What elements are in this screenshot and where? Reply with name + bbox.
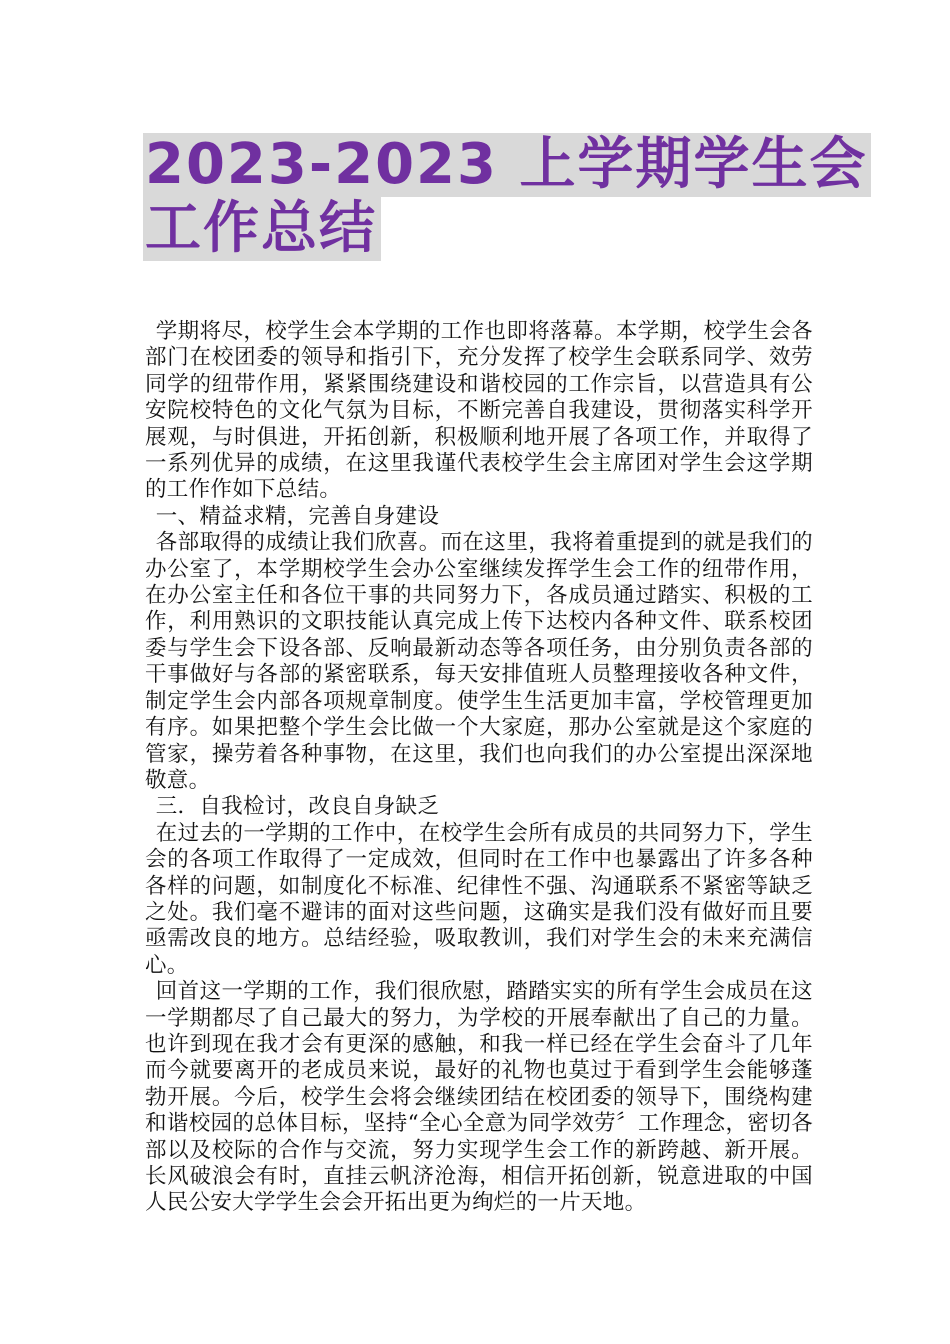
- intro-paragraph: 学期将尽，校学生会本学期的工作也即将落幕。本学期，校学生会各部门在校团委的领导和指引下，充分发挥了校学生会联系同学、效劳同学的纽带作用，紧紧围绕建设和谐校园的工作宗旨，以营造具有公安院校特色的文化气氛为目标，不断完善自我建设，贯彻落实科学开展观，与时俱进，开拓创新，积极顺利地开展了各项工作，并取得了一系列优异的成绩，在这里我谨代表校学生会主席团对学生会这学期的工作作如下总结。: [145, 319, 813, 503]
- closing-paragraph: 回首这一学期的工作，我们很欣慰，踏踏实实的所有学生会成员在这一学期都尽了自己最大的努力，为学校的开展奉献出了自己的力量。也许到现在我才会有更深的感触，和我一样已经在学生会奋斗了几年而今就要离开的老成员来说，最好的礼物也莫过于看到学生会能够蓬勃开展。今后，校学生会将会继续团结在校团委的领导下，围绕构建和谐校园的总体目标，坚持“全心全意为同学效劳〞工作理念，密切各部以及校际的合作与交流，努力实现学生会工作的新跨越、新开展。长风破浪会有时，直挂云帆济沧海，相信开拓创新，锐意进取的中国人民公安大学学生会会开拓出更为绚烂的一片天地。: [145, 979, 813, 1216]
- document-body: [145, 319, 813, 1217]
- section-heading-3: 三．自我检讨，改良自身缺乏: [155, 794, 440, 820]
- title-line-1: 2023-2023 上学期学生会: [143, 133, 871, 197]
- title-line-2: 工作总结: [143, 197, 381, 261]
- office-paragraph: 各部取得的成绩让我们欣喜。而在这里，我将着重提到的就是我们的办公室了，本学期校学生会办公室继续发挥学生会工作的纽带作用，在办公室主任和各位干事的共同努力下，各成员通过踏实、积极的工作，利用熟识的文职技能认真完成上传下达校内各种文件、联系校团委与学生会下设各部、反响最新动态等各项任务，由分别负责各部的干事做好与各部的紧密联系，每天安排值班人员整理接收各种文件，制定学生会内部各项规章制度。使学生生活更加丰富，学校管理更加有序。如果把整个学生会比做一个大家庭，那办公室就是这个家庭的管家，操劳着各种事物，在这里，我们也向我们的办公室提出深深地敬意。: [145, 530, 813, 793]
- document-title: [143, 132, 868, 261]
- self-review-paragraph: 在过去的一学期的工作中，在校学生会所有成员的共同努力下，学生会的各项工作取得了一定成效，但同时在工作中也暴露出了许多各种各样的问题，如制度化不标准、纪律性不强、沟通联系不紧密等缺乏之处。我们毫不避讳的面对这些问题，这确实是我们没有做好而且要亟需改良的地方。总结经验，吸取教训，我们对学生会的未来充满信心。: [145, 820, 813, 978]
- section-heading-1: 一、精益求精，完善自身建设: [155, 503, 440, 529]
